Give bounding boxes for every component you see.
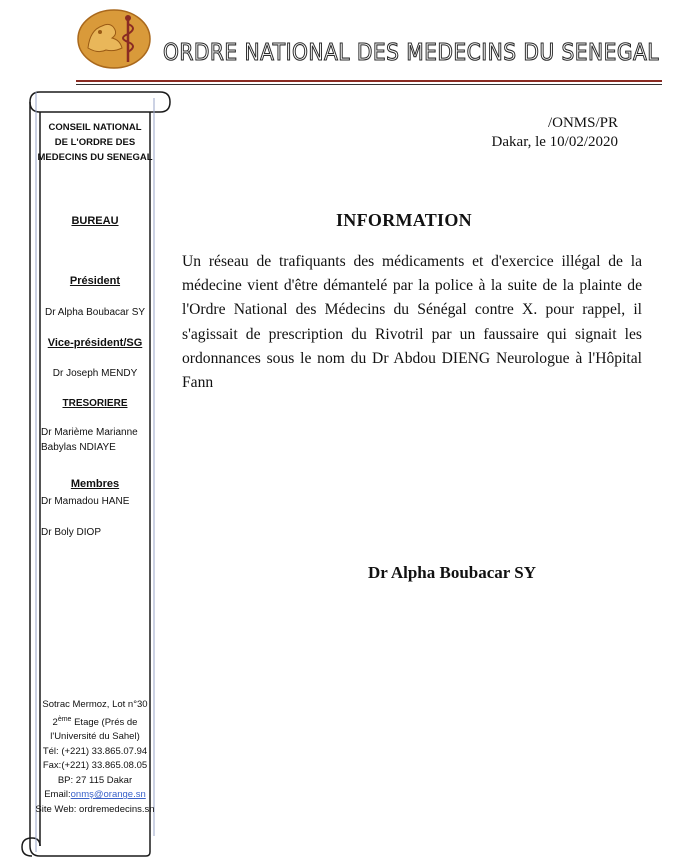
vice-president-heading: Vice-président/SG: [47, 337, 143, 349]
vice-president-name: Dr Joseph MENDY: [52, 368, 138, 379]
treasurer-name-line: Dr Marième Marianne: [41, 427, 138, 438]
address-line: l'Université du Sahel): [50, 731, 140, 743]
council-line: MEDECINS DU SENEGAL: [37, 152, 153, 163]
bureau-heading: BUREAU: [71, 215, 119, 227]
organization-title: ORDRE NATIONAL DES MEDECINS DU SENEGAL: [163, 40, 659, 66]
address-line: Sotrac Mermoz, Lot n°30: [42, 699, 148, 710]
fax-number: Fax:(+221) 33.865.08.05: [42, 760, 148, 772]
website: Site Web: ordremedecins.sn: [35, 803, 155, 815]
reference-block: [492, 114, 618, 152]
reference-code: /ONMS/PR: [547, 115, 618, 131]
place-date: Dakar, le 10/02/2020: [491, 134, 618, 150]
address-line: 2ème Etage (Prés de: [52, 715, 138, 728]
email-line: Email:onmş@orange.sn: [44, 789, 146, 801]
council-name: [33, 120, 157, 165]
lion-caduceus-emblem-icon: [76, 8, 152, 70]
phone-number: Tél: (+221) 33.865.07.94: [42, 745, 148, 757]
treasurer-name: [41, 425, 165, 455]
postal-box: BP: 27 115 Dakar: [57, 774, 133, 786]
document-title: INFORMATION: [336, 210, 472, 230]
members-heading: Membres: [70, 478, 120, 490]
email-link[interactable]: onmş@orange.sn: [70, 789, 146, 801]
treasurer-heading: TRESORIERE: [62, 398, 128, 409]
header-accent-rule: [76, 80, 662, 82]
president-name: Dr Alpha Boubacar SY: [44, 307, 146, 318]
header-divider: [76, 84, 662, 85]
document-body: Un réseau de trafiquants des médicaments et d'exercice illégal de la médecine vient d'être démantelé par la police à la suite de la plainte de l'Ordre National des Médecins du Sénégal contre X. pour rappel, il s'agissait de prescription du Rivotril par un faussaire qui signait les ordonnances sous le nom du Dr Abdou DIENG Neurologue à l'Hôpital Fann: [182, 253, 642, 392]
treasurer-name-line: Babylas NDIAYE: [41, 442, 116, 453]
president-heading: Président: [69, 275, 121, 287]
council-line: CONSEIL NATIONAL: [48, 122, 142, 133]
member-item: Dr Mamadou HANE: [41, 496, 130, 507]
council-line: DE L'ORDRE DES: [54, 137, 136, 148]
signatory-name: Dr Alpha Boubacar SY: [368, 563, 536, 582]
contact-address: [33, 698, 157, 817]
member-item: Dr Boly DIOP: [41, 527, 102, 538]
